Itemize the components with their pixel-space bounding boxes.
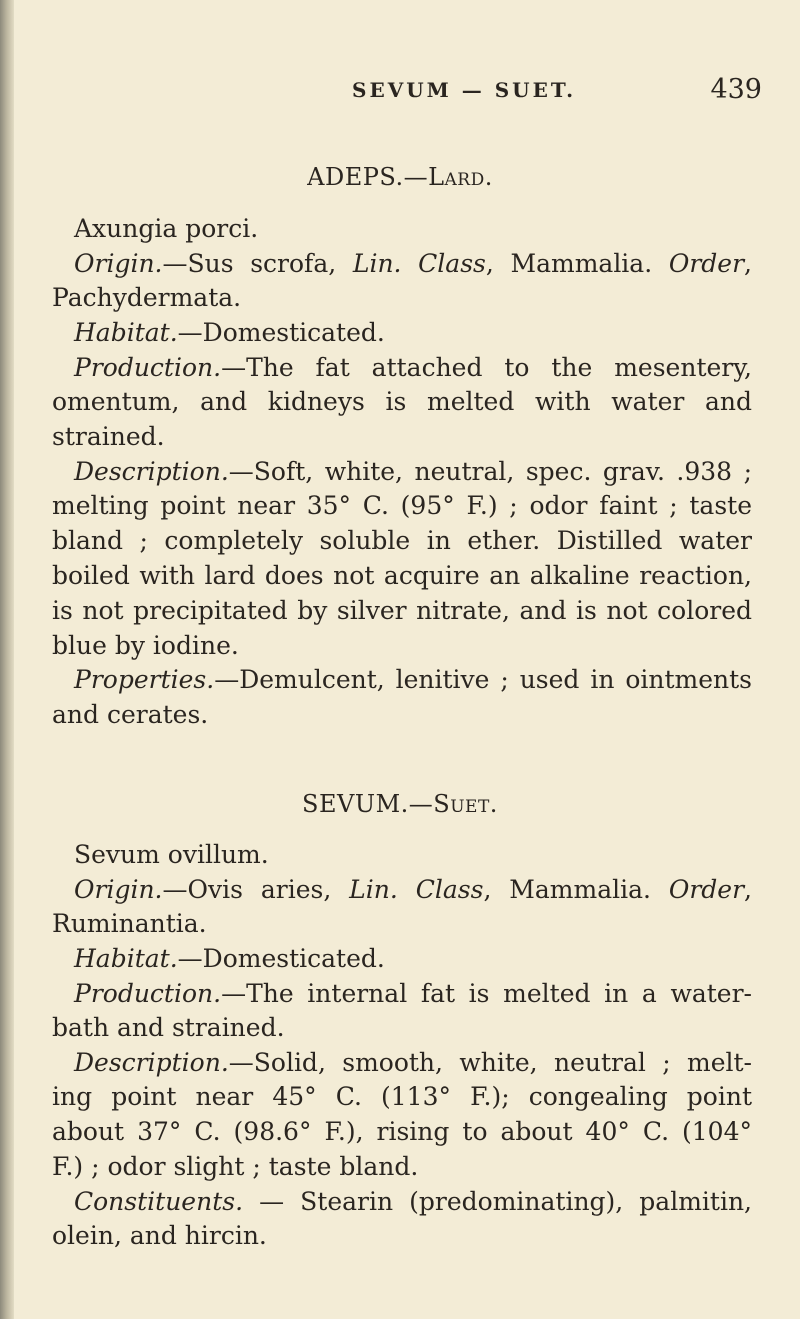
origin-label: Origin. bbox=[74, 249, 163, 278]
synonym: Axungia porci. bbox=[74, 214, 259, 243]
class-value: , Mammalia. bbox=[485, 249, 669, 278]
order-sep: , bbox=[744, 875, 752, 904]
description-line-4: boiled with lard does not acquire an alkaline reaction, bbox=[52, 561, 752, 590]
lin-label: Lin. bbox=[352, 249, 402, 278]
production-line-1 bbox=[74, 981, 752, 1006]
production-line-1 bbox=[74, 355, 752, 380]
class-label: Class bbox=[415, 875, 484, 904]
production-text: —The fat attached to the mesentery, bbox=[221, 353, 752, 382]
habitat-label: Habitat. bbox=[74, 318, 178, 347]
synonym: Sevum ovillum. bbox=[74, 840, 269, 869]
properties-text: —Demulcent, lenitive ; used in ointments bbox=[214, 665, 752, 694]
order-label: Order bbox=[668, 249, 745, 278]
production-label: Production. bbox=[74, 353, 222, 382]
section-heading-sevum bbox=[0, 790, 800, 818]
description-line-2: melting point near 35° C. (95° F.) ; odor faint ; taste bbox=[52, 491, 752, 520]
description-line-4: F.) ; odor slight ; taste bland. bbox=[52, 1152, 419, 1181]
production-text: —The internal fat is melted in a water- bbox=[221, 979, 752, 1008]
origin-order-value: Pachydermata. bbox=[52, 283, 242, 312]
description-line-6: blue by iodine. bbox=[52, 631, 239, 660]
heading-english: Suet. bbox=[433, 790, 498, 818]
running-head bbox=[0, 76, 762, 116]
description-label: Description. bbox=[74, 457, 229, 486]
habitat-text: —Domesticated. bbox=[177, 318, 385, 347]
running-head-title: SEVUM — SUET. bbox=[352, 78, 577, 102]
heading-latin: SEVUM.— bbox=[302, 790, 434, 818]
properties-line-1 bbox=[74, 667, 752, 692]
production-line-2: bath and strained. bbox=[52, 1013, 285, 1042]
description-line-2: ing point near 45° C. (113° F.); congealing point bbox=[52, 1082, 752, 1111]
origin-species: —Ovis aries, bbox=[162, 875, 350, 904]
section-heading-adeps bbox=[0, 163, 800, 191]
order-sep: , bbox=[744, 249, 752, 278]
description-line-1 bbox=[74, 1050, 752, 1075]
habitat-line bbox=[74, 320, 385, 345]
description-line-3: about 37° C. (98.6° F.), rising to about 40° C. (104° bbox=[52, 1117, 752, 1146]
origin-line-1 bbox=[74, 251, 752, 276]
description-label: Description. bbox=[74, 1048, 229, 1077]
description-line-5: is not precipitated by silver nitrate, and is not colored bbox=[52, 596, 752, 625]
origin-species: —Sus scrofa, bbox=[162, 249, 353, 278]
production-line-2: omentum, and kidneys is melted with water and bbox=[52, 387, 752, 416]
constituents-line-1 bbox=[74, 1189, 752, 1214]
habitat-text: —Domesticated. bbox=[177, 944, 385, 973]
production-line-3: strained. bbox=[52, 422, 165, 451]
heading-latin: ADEPS.— bbox=[307, 163, 429, 191]
properties-line-2: and cerates. bbox=[52, 700, 209, 729]
constituents-label: Constituents. bbox=[74, 1187, 244, 1216]
origin-order-value: Ruminantia. bbox=[52, 909, 207, 938]
description-text: —Soft, white, neutral, spec. grav. .938 ; bbox=[228, 457, 752, 486]
origin-label: Origin. bbox=[74, 875, 163, 904]
description-line-3: bland ; completely soluble in ether. Distilled water bbox=[52, 526, 752, 555]
description-text: —Solid, smooth, white, neutral ; melt- bbox=[228, 1048, 752, 1077]
habitat-line bbox=[74, 946, 385, 971]
order-label: Order bbox=[668, 875, 745, 904]
constituents-line-2: olein, and hircin. bbox=[52, 1221, 267, 1250]
class-label: Class bbox=[418, 249, 486, 278]
constituents-text: — Stearin (predominating), palmitin, bbox=[243, 1187, 752, 1216]
page-number: 439 bbox=[710, 74, 762, 105]
heading-english: Lard. bbox=[428, 163, 493, 191]
description-line-1 bbox=[74, 459, 752, 484]
origin-line-1 bbox=[74, 877, 752, 902]
class-value: , Mammalia. bbox=[483, 875, 669, 904]
production-label: Production. bbox=[74, 979, 222, 1008]
properties-label: Properties. bbox=[74, 665, 215, 694]
lin-label: Lin. bbox=[349, 875, 398, 904]
habitat-label: Habitat. bbox=[74, 944, 178, 973]
